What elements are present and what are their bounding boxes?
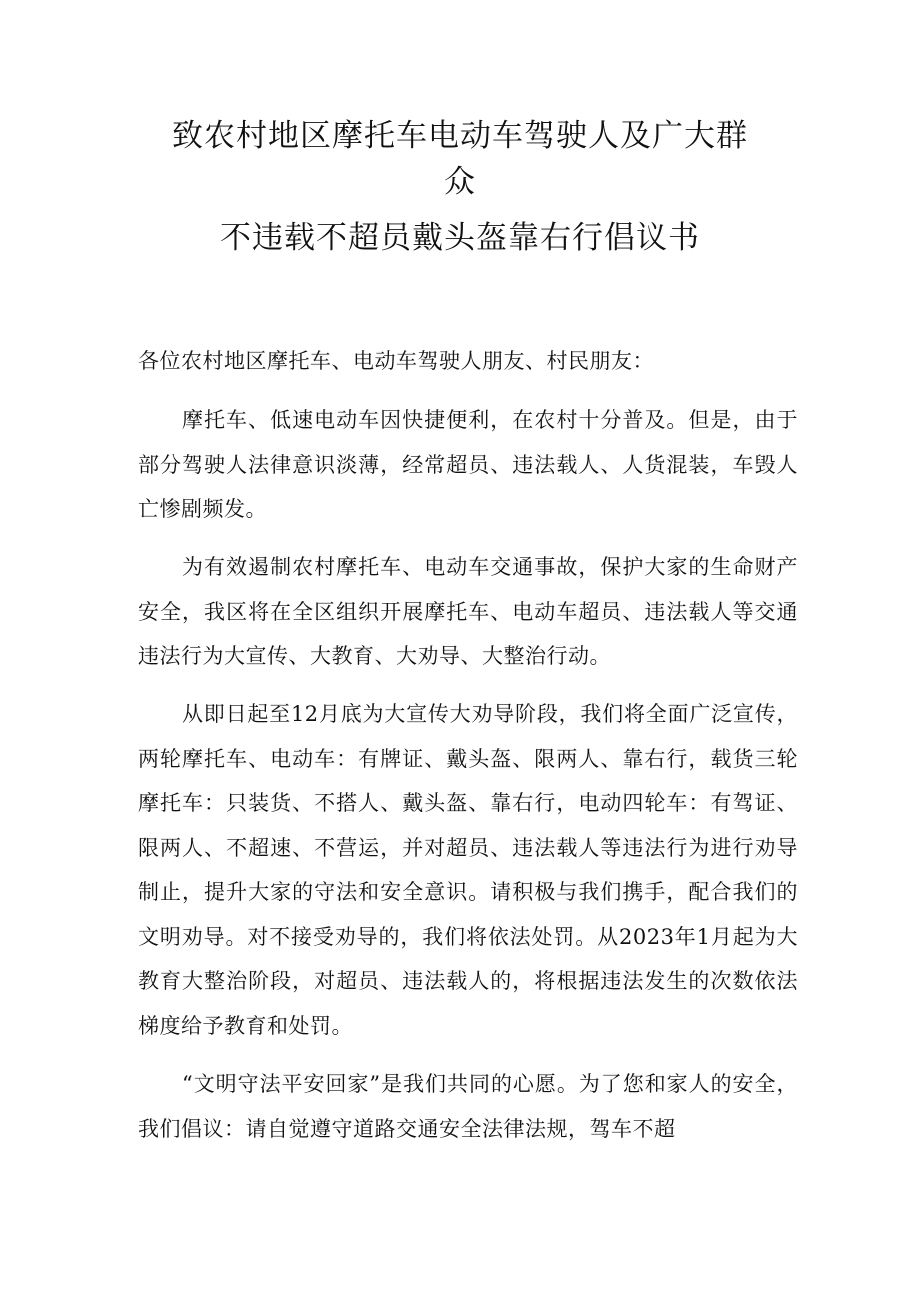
paragraph-4: “文明守法平安回家”是我们共同的心愿。为了您和家人的安全，我们倡议：请自觉遵守道路交通安全法律法规，驾车不超	[138, 1072, 798, 1141]
paragraph-2: 为有效遏制农村摩托车、电动车交通事故，保护大家的生命财产安全，我区将在全区组织开展摩托车、电动车超员、违法载人等交通违法行为大宣传、大教育、大劝导、大整治行动。	[138, 555, 798, 668]
document-title-line-3: 不违载不超员戴头盔靠右行倡议书	[220, 220, 700, 256]
document-title-line-2: 众	[444, 164, 476, 200]
document-title-line-1: 致农村地区摩托车电动车驾驶人及广大群	[172, 118, 748, 154]
paragraph-3: 从即日起至12月底为大宣传大劝导阶段，我们将全面广泛宣传，两轮摩托车、电动车：有牌证、戴头盔、限两人、靠右行，载货三轮摩托车：只装货、不搭人、戴头盔、靠右行，电动四轮车：有驾证、限两人、不超速、不营运，并对超员、违法载人等违法行为进行劝导制止，提升大家的守法和安全意识。请积极与我们携手，配合我们的文明劝导。对不接受劝导的，我们将依法处罚。从2023年1月起为大教育大整治阶段，对超员、违法载人的，将根据违法发生的次数依法梯度给予教育和处罚。	[138, 702, 798, 1038]
paragraph-1: 摩托车、低速电动车因快捷便利，在农村十分普及。但是，由于部分驾驶人法律意识淡薄，经常超员、违法载人、人货混装，车毁人亡惨剧频发。	[138, 408, 798, 521]
salutation: 各位农村地区摩托车、电动车驾驶人朋友、村民朋友：	[138, 349, 654, 373]
